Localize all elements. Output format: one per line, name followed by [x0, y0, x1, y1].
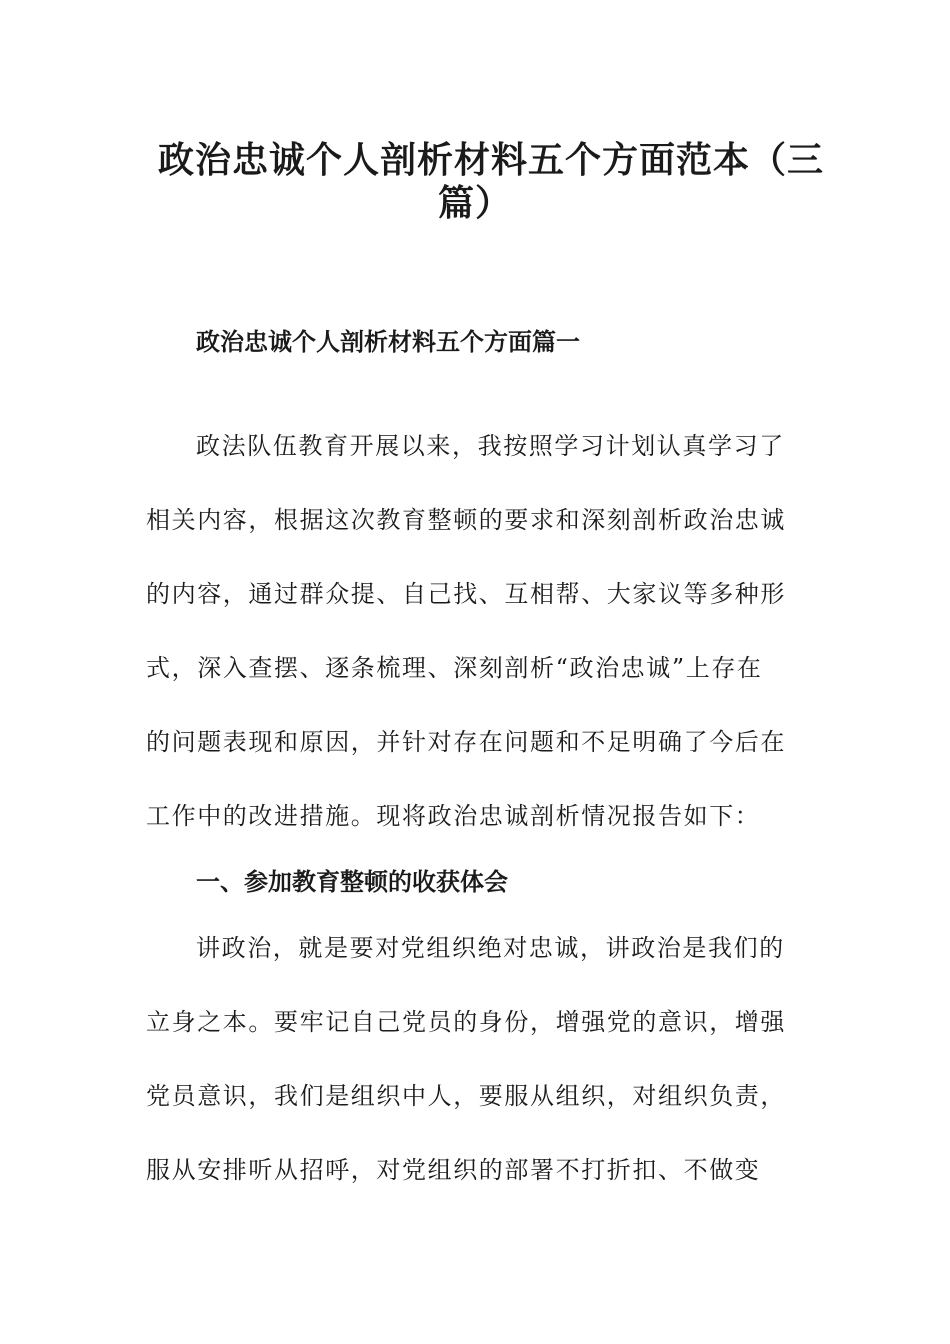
paragraph-line: 工作中的改进措施。现将政治忠诚剖析情况报告如下：	[146, 802, 761, 830]
document-title-line-2: 篇）	[437, 182, 512, 224]
paragraph-line: 的内容，通过群众提、自己找、互相帮、大家议等多种形	[146, 580, 786, 608]
paragraph-line: 相关内容，根据这次教育整顿的要求和深刻剖析政治忠诚	[146, 506, 786, 534]
document-title-line-1: 政治忠诚个人剖析材料五个方面范本（三	[158, 139, 825, 181]
subheading: 一、参加教育整顿的收获体会	[196, 867, 508, 896]
section-heading: 政治忠诚个人剖析材料五个方面篇一	[196, 327, 580, 356]
paragraph-line: 讲政治，就是要对党组织绝对忠诚，讲政治是我们的	[196, 934, 785, 962]
paragraph-line: 服从安排听从招呼，对党组织的部署不打折扣、不做变	[146, 1156, 761, 1184]
paragraph-line: 政法队伍教育开展以来，我按照学习计划认真学习了	[196, 432, 785, 460]
paragraph-line: 式，深入查摆、逐条梳理、深刻剖析“政治忠诚”上存在	[146, 654, 763, 682]
paragraph-line: 立身之本。要牢记自己党员的身份，增强党的意识，增强	[146, 1008, 786, 1036]
paragraph-line: 党员意识，我们是组织中人，要服从组织，对组织负责，	[146, 1082, 786, 1110]
paragraph-line: 的问题表现和原因，并针对存在问题和不足明确了今后在	[146, 728, 786, 756]
